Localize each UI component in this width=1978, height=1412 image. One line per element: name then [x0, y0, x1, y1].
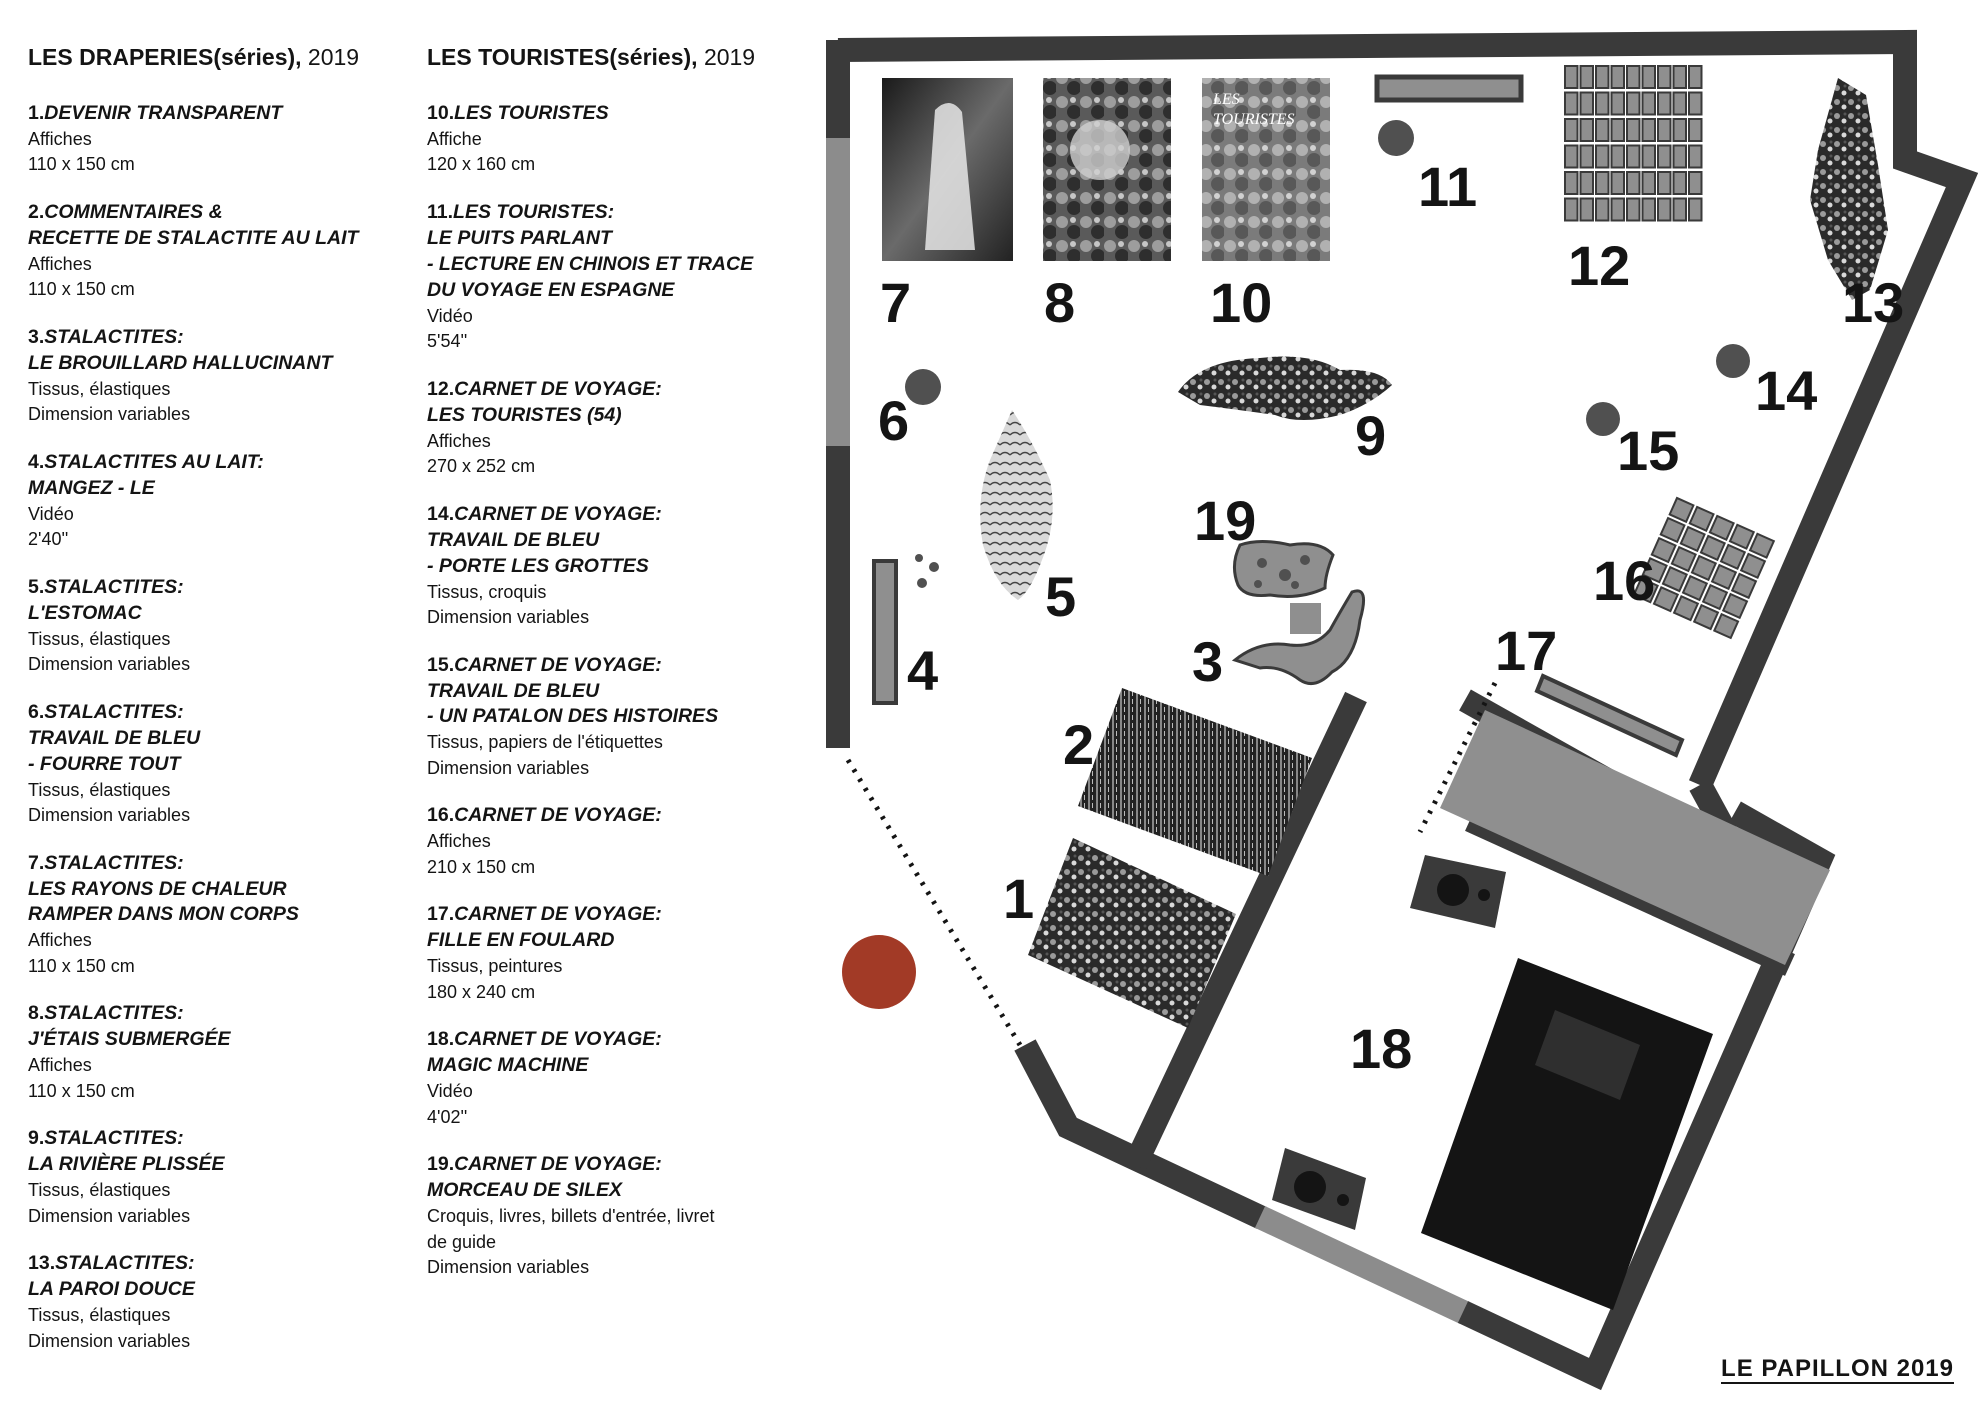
poster-tile: [1581, 93, 1594, 115]
poster-tile: [1581, 146, 1594, 168]
artwork-detail: Affiches: [28, 1055, 92, 1076]
artwork-title-text: LES TOURISTES:: [453, 201, 615, 224]
poster-tile: [1658, 199, 1671, 221]
artwork-title-text: LE BROUILLARD HALLUCINANT: [28, 351, 333, 374]
artwork-4-screen: [874, 561, 896, 703]
artwork-detail: 110 x 150 cm: [28, 154, 135, 175]
poster-tile: [1652, 538, 1676, 562]
artwork-detail: 2'40'': [28, 529, 69, 550]
artwork-detail: Dimension variables: [28, 1205, 191, 1226]
artwork-detail: de guide: [427, 1231, 497, 1252]
artwork-number: 14.: [427, 502, 455, 525]
artwork-title-text: STALACTITES:: [44, 1002, 184, 1025]
poster-tile: [1714, 614, 1738, 638]
poster-tile: [1674, 596, 1698, 620]
artwork-15-spot: [1586, 402, 1620, 436]
artwork-detail: Vidéo: [427, 1081, 473, 1102]
poster-tile: [1612, 66, 1625, 88]
poster-tile: [1689, 146, 1702, 168]
poster-tile: [1689, 66, 1702, 88]
artwork-detail: Affiches: [28, 253, 92, 274]
label-19: 19: [1194, 489, 1257, 552]
poster-tile: [1643, 199, 1656, 221]
poster-tile: [1694, 605, 1718, 629]
poster-tile: [1658, 66, 1671, 88]
artwork-title-text: MANGEZ - LE: [28, 476, 155, 499]
artwork-detail: Dimension variables: [427, 607, 590, 628]
poster-tile: [1654, 587, 1678, 611]
label-13: 13: [1842, 271, 1905, 334]
artwork-title-text: TRAVAIL DE BLEU: [427, 528, 600, 551]
series-name: LES DRAPERIES(séries),: [28, 44, 302, 70]
poster-tile: [1712, 565, 1736, 589]
artwork-number: 5.: [28, 575, 45, 598]
artwork-title-text: - FOURRE TOUT: [28, 752, 181, 775]
artwork-detail: 270 x 252 cm: [427, 456, 536, 477]
label-4: 4: [907, 639, 939, 702]
poster-tile: [1643, 119, 1656, 141]
poster-tile: [1643, 172, 1656, 194]
poster-title-line: LES: [1213, 91, 1240, 108]
artwork-detail: 110 x 150 cm: [28, 279, 135, 300]
poster-tile: [1565, 172, 1578, 194]
artwork-title-text: RECETTE DE STALACTITE AU LAIT: [28, 226, 359, 249]
artwork-18-projection: [1421, 958, 1713, 1310]
poster-tile: [1703, 585, 1727, 609]
artwork-detail: Tissus, élastiques: [28, 1305, 171, 1326]
poster-tile: [1565, 146, 1578, 168]
artwork-detail: Tissus, élastiques: [28, 628, 171, 649]
poster-tile: [1643, 66, 1656, 88]
label-18: 18: [1350, 1017, 1413, 1080]
poster-tile: [1690, 507, 1714, 531]
artwork-title-text: STALACTITES:: [55, 1252, 195, 1275]
artwork-number: 1.: [28, 102, 45, 124]
label-17: 17: [1495, 619, 1558, 682]
artwork-detail: Dimension variables: [28, 404, 191, 425]
artwork-5-sculpture: [980, 410, 1052, 600]
artwork-number: 9.: [28, 1127, 45, 1150]
artwork-title-text: - LECTURE EN CHINOIS ET TRACE: [427, 252, 754, 275]
label-6: 6: [878, 389, 910, 452]
label-7: 7: [880, 271, 912, 334]
artwork-title-text: DEVENIR TRANSPARENT: [44, 102, 283, 124]
artwork-title-text: CARNET DE VOYAGE:: [454, 804, 662, 827]
poster-tile: [1670, 498, 1694, 522]
artwork-13-sculpture: [1810, 78, 1888, 300]
label-12: 12: [1568, 234, 1631, 297]
poster-tile: [1658, 119, 1671, 141]
artwork-detail: 110 x 150 cm: [28, 1080, 135, 1101]
label-5: 5: [1045, 565, 1077, 628]
poster-tile: [1674, 199, 1687, 221]
artwork-title-text: CARNET DE VOYAGE:: [454, 502, 662, 525]
label-1: 1: [1003, 867, 1035, 930]
poster-tile: [1689, 172, 1702, 194]
artwork-detail: 210 x 150 cm: [427, 856, 536, 877]
artwork-detail: Affiche: [427, 128, 482, 149]
poster-tile: [1565, 119, 1578, 141]
artwork-title-text: CARNET DE VOYAGE:: [454, 653, 662, 676]
poster-tile: [1612, 119, 1625, 141]
poster-tile: [1596, 199, 1609, 221]
artwork-title-text: STALACTITES:: [44, 575, 184, 598]
artwork-number: 11.: [427, 201, 454, 224]
artwork-title-text: L'ESTOMAC: [28, 601, 142, 624]
artwork-title-text: STALACTITES AU LAIT:: [44, 450, 264, 473]
poster-tile: [1663, 567, 1687, 591]
poster-tile: [1627, 119, 1640, 141]
poster-tile: [1681, 527, 1705, 551]
artwork-number: 6.: [28, 700, 45, 723]
poster-tile: [1730, 525, 1754, 549]
artwork-number: 15.: [427, 653, 455, 676]
artwork-title-text: CARNET DE VOYAGE:: [454, 1153, 662, 1176]
credit-line: LE PAPILLON 2019: [1721, 1356, 1954, 1384]
poster-tile: [1581, 119, 1594, 141]
artwork-title-text: STALACTITES:: [44, 700, 184, 723]
series-name: LES TOURISTES(séries),: [427, 44, 698, 70]
poster-tile: [1701, 536, 1725, 560]
artwork-number: 19.: [427, 1153, 455, 1176]
artwork-detail: Dimension variables: [28, 654, 191, 675]
poster-tile: [1627, 199, 1640, 221]
label-8: 8: [1044, 271, 1076, 334]
artwork-detail: 4'02'': [427, 1106, 468, 1127]
artwork-detail: 110 x 150 cm: [28, 955, 135, 976]
artwork-detail: Affiches: [427, 430, 491, 451]
artwork-title-text: STALACTITES:: [44, 1127, 184, 1150]
poster-tile: [1596, 146, 1609, 168]
label-10: 10: [1210, 271, 1273, 334]
artwork-number: 7.: [28, 851, 45, 874]
artwork-title-text: CARNET DE VOYAGE:: [454, 903, 662, 926]
speaker-icon: [1410, 855, 1506, 928]
poster-tile: [1612, 172, 1625, 194]
poster-tile: [1674, 66, 1687, 88]
artwork-title-text: MORCEAU DE SILEX: [427, 1179, 623, 1202]
artwork-title-text: STALACTITES:: [44, 851, 184, 874]
poster-tile: [1661, 518, 1685, 542]
artwork-detail: Tissus, élastiques: [28, 1180, 171, 1201]
artwork-11-spot: [1378, 120, 1414, 156]
poster-tile: [1596, 172, 1609, 194]
artwork-detail: Vidéo: [28, 503, 74, 524]
artwork-detail: Dimension variables: [28, 1330, 191, 1351]
artwork-title-text: CARNET DE VOYAGE:: [454, 377, 662, 400]
artwork-14-spot: [1716, 344, 1750, 378]
artwork-title-text: TRAVAIL DE BLEU: [28, 726, 201, 749]
poster-tile: [1627, 66, 1640, 88]
artwork-12-poster-grid: [1565, 66, 1702, 221]
artwork-number: 12.: [427, 377, 455, 400]
label-16: 16: [1593, 549, 1656, 612]
poster-tile: [1692, 556, 1716, 580]
artwork-title-text: DU VOYAGE EN ESPAGNE: [427, 278, 675, 301]
label-14: 14: [1755, 359, 1818, 422]
artwork-number: 18.: [427, 1028, 455, 1051]
poster-tile: [1627, 146, 1640, 168]
poster-tile: [1581, 199, 1594, 221]
poster-tile: [1565, 66, 1578, 88]
poster-tile: [1596, 93, 1609, 115]
label-2: 2: [1063, 713, 1095, 776]
poster-tile: [1643, 93, 1656, 115]
artwork-detail: Affiches: [28, 128, 92, 149]
artwork-detail: 5'54'': [427, 331, 468, 352]
poster-tile: [1674, 146, 1687, 168]
artwork-detail: Dimension variables: [28, 805, 191, 826]
artwork-title-text: - PORTE LES GROTTES: [427, 554, 649, 577]
artwork-title-text: STALACTITES:: [44, 325, 184, 348]
poster-tile: [1581, 172, 1594, 194]
label-11: 11: [1418, 155, 1478, 218]
poster-tile: [1674, 93, 1687, 115]
poster-tile: [1741, 554, 1765, 578]
artwork-3-block: [1290, 603, 1321, 634]
artwork-number: 3.: [28, 325, 45, 348]
artwork-title-text: COMMENTAIRES &: [44, 201, 223, 224]
artwork-title-text: - UN PATALON DES HISTOIRES: [427, 705, 719, 728]
poster-tile: [1732, 574, 1756, 598]
label-3: 3: [1192, 630, 1224, 693]
poster-tile: [1565, 93, 1578, 115]
artwork-title-text: CARNET DE VOYAGE:: [454, 1028, 662, 1051]
artwork-detail: Tissus, papiers de l'étiquettes: [427, 732, 663, 753]
artwork-number: 2.: [28, 201, 45, 224]
artwork-number: 13.: [28, 1252, 56, 1275]
label-15: 15: [1617, 419, 1680, 482]
artwork-detail: Tissus, élastiques: [28, 779, 171, 800]
poster-tile: [1723, 594, 1747, 618]
artwork-detail: 180 x 240 cm: [427, 981, 536, 1002]
poster-tile: [1672, 547, 1696, 571]
series-year: 2019: [307, 44, 360, 70]
poster-tile: [1596, 66, 1609, 88]
artwork-number: 10.: [427, 102, 455, 124]
poster-title-line: TOURISTES: [1213, 111, 1295, 128]
poster-tile: [1674, 172, 1687, 194]
artwork-title-text: TRAVAIL DE BLEU: [427, 679, 600, 702]
poster-tile: [1689, 119, 1702, 141]
artwork-detail: Tissus, élastiques: [28, 378, 171, 399]
artwork-detail: Tissus, croquis: [427, 581, 547, 602]
artwork-6-spot: [905, 369, 941, 405]
artwork-detail: Dimension variables: [427, 1257, 590, 1278]
artwork-title-text: LE PUITS PARLANT: [427, 226, 612, 249]
poster-tile: [1643, 146, 1656, 168]
poster-tile: [1612, 146, 1625, 168]
artwork-detail: Vidéo: [427, 305, 473, 326]
artwork-title-text: J'ÉTAIS SUBMERGÉE: [28, 1028, 231, 1051]
location-marker: [842, 935, 916, 1009]
artwork-title-text: LES TOURISTES: [454, 102, 609, 124]
artwork-number: 4.: [28, 450, 45, 473]
artwork-detail: Affiches: [28, 930, 92, 951]
artwork-title-text: LES TOURISTES (54): [427, 403, 622, 426]
poster-tile: [1658, 93, 1671, 115]
artwork-title-text: LES RAYONS DE CHALEUR: [28, 877, 287, 900]
artwork-number: 8.: [28, 1002, 45, 1025]
artwork-title-text: MAGIC MACHINE: [427, 1054, 589, 1077]
artwork-title-text: FILLE EN FOULARD: [427, 929, 615, 952]
poster-tile: [1750, 534, 1774, 558]
artwork-detail: Croquis, livres, billets d'entrée, livret: [427, 1206, 715, 1227]
artwork-2-poster: [1078, 688, 1312, 876]
poster-tile: [1689, 199, 1702, 221]
poster-tile: [1612, 199, 1625, 221]
poster-tile: [1721, 545, 1745, 569]
artwork-detail: 120 x 160 cm: [427, 154, 536, 175]
poster-tile: [1710, 516, 1734, 540]
poster-tile: [1565, 199, 1578, 221]
artwork-detail: Affiches: [427, 831, 491, 852]
poster-tile: [1658, 172, 1671, 194]
poster-tile: [1683, 576, 1707, 600]
poster-tile: [1612, 93, 1625, 115]
artwork-title-text: LA RIVIÈRE PLISSÉE: [28, 1153, 225, 1176]
artwork-title-text: LA PAROI DOUCE: [28, 1278, 195, 1301]
poster-tile: [1581, 66, 1594, 88]
poster-tile: [1627, 172, 1640, 194]
poster-tile: [1689, 93, 1702, 115]
artwork-number: 16.: [427, 804, 455, 827]
poster-tile: [1627, 93, 1640, 115]
poster-tile: [1674, 119, 1687, 141]
artwork-detail: Dimension variables: [427, 757, 590, 778]
artwork-detail: Tissus, peintures: [427, 956, 563, 977]
artwork-number: 17.: [427, 903, 455, 926]
poster-tile: [1596, 119, 1609, 141]
artwork-11-screen: [1377, 77, 1521, 100]
artwork-title-text: RAMPER DANS MON CORPS: [28, 903, 299, 926]
poster-tile: [1658, 146, 1671, 168]
series-year: 2019: [703, 44, 756, 70]
label-9: 9: [1355, 404, 1387, 467]
